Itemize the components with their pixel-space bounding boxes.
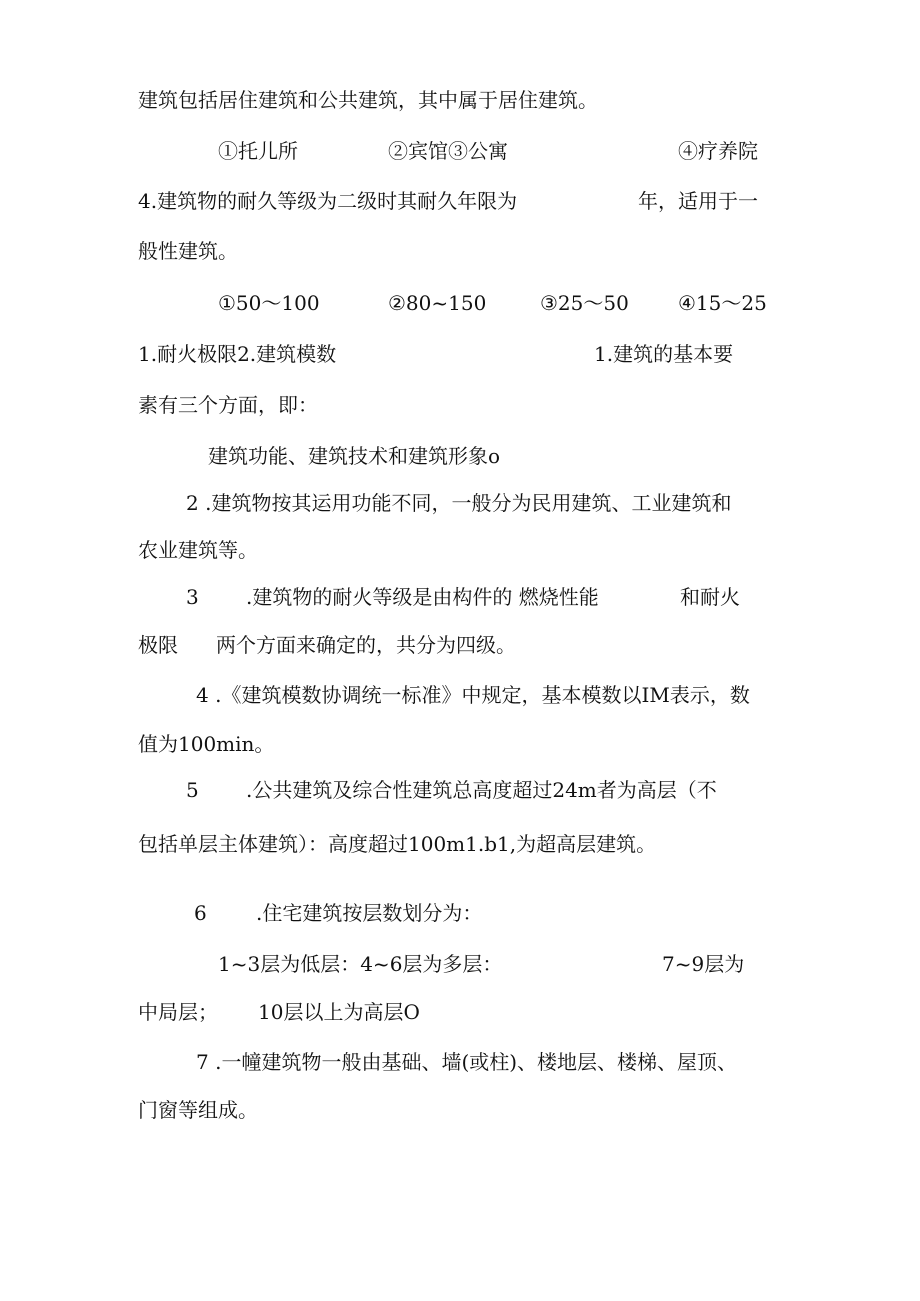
option-2-3: ②宾馆③公寓 bbox=[388, 139, 508, 163]
question-text: 4.建筑物的耐久等级为二级时其耐久年限为 bbox=[138, 189, 518, 213]
item-number: 5 bbox=[186, 778, 199, 802]
floor-classes: 1~3层为低层：4~6层为多层： bbox=[218, 952, 503, 976]
text-line: 素有三个方面，即： bbox=[138, 393, 318, 417]
question-text-continued: 年，适用于一 bbox=[638, 189, 758, 213]
text-line: 包括单层主体建筑）：高度超过100m1.b1,为超高层建筑。 bbox=[138, 832, 657, 856]
text-line: 建筑包括居住建筑和公共建筑，其中属于居住建筑。 bbox=[138, 88, 598, 112]
floor-classes-continued: 7~9层为 bbox=[662, 952, 745, 976]
option-2: ②80~150 bbox=[388, 291, 487, 315]
answer-line: 建筑功能、建筑技术和建筑形象o bbox=[208, 444, 501, 468]
answer-1-start: 1.建筑的基本要 bbox=[594, 342, 734, 366]
option-4: ④15～25 bbox=[678, 291, 767, 315]
option-1: ①50～100 bbox=[218, 291, 320, 315]
answer-3: .建筑物的耐火等级是由构件的 燃烧性能 bbox=[246, 585, 599, 609]
text-line: 10层以上为高层O bbox=[258, 1000, 420, 1024]
answer-3-continued: 和耐火 bbox=[680, 585, 740, 609]
answer-2: 2 .建筑物按其运用功能不同，一般分为民用建筑、工业建筑和 bbox=[186, 491, 732, 515]
option-3: ③25～50 bbox=[540, 291, 629, 315]
text-line: 般性建筑。 bbox=[138, 239, 238, 263]
option-4: ④疗养院 bbox=[678, 139, 758, 163]
text-line: 中局层； bbox=[138, 1000, 218, 1024]
terms-heading: 1.耐火极限2.建筑模数 bbox=[138, 342, 337, 366]
option-1: ①托儿所 bbox=[218, 139, 298, 163]
item-number: 6 bbox=[194, 901, 207, 925]
text-line: 两个方面来确定的，共分为四级。 bbox=[216, 633, 516, 657]
text-line: 门窗等组成。 bbox=[138, 1098, 258, 1122]
item-number: 3 bbox=[186, 585, 199, 609]
answer-7: 7 .一幢建筑物一般由基础、墙(或柱)、楼地层、楼梯、屋顶、 bbox=[196, 1050, 738, 1074]
answer-6: .住宅建筑按层数划分为： bbox=[256, 901, 483, 925]
answer-5: .公共建筑及综合性建筑总高度超过24m者为高层（不 bbox=[246, 778, 717, 802]
answer-4: 4 .《建筑模数协调统一标准》中规定，基本模数以IM表示，数 bbox=[196, 683, 750, 707]
text-line: 值为100min。 bbox=[138, 732, 275, 756]
text-line: 农业建筑等。 bbox=[138, 538, 258, 562]
fill-answer: 极限 bbox=[138, 633, 178, 657]
